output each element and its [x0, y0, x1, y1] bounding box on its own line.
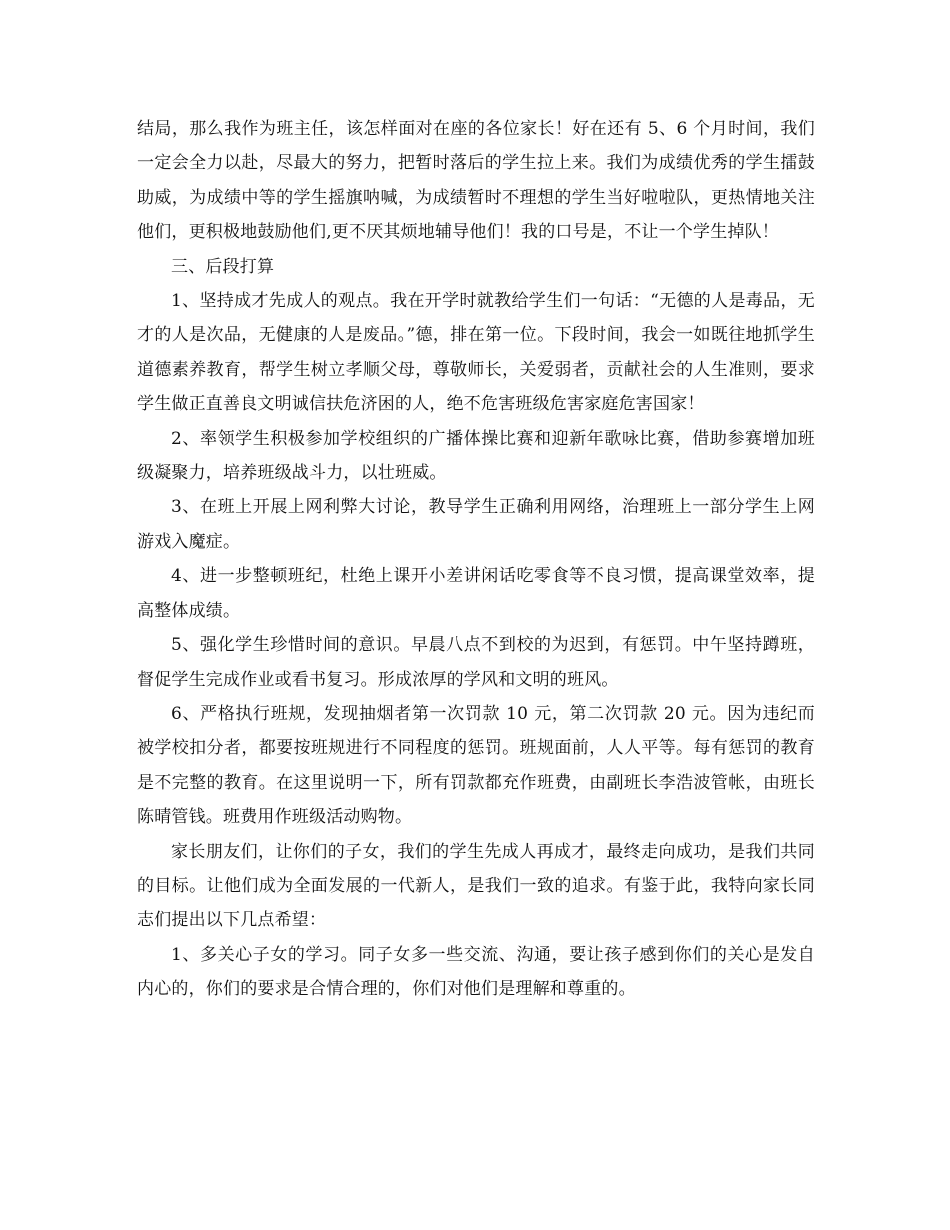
paragraph-hope-1: 1、多关心子女的学习。同子女多一些交流、沟通，要让孩子感到你们的关心是发自内心的，你们的要求是合情合理的，你们对他们是理解和尊重的。 — [137, 944, 815, 1000]
paragraph-plan-4: 4、进一步整顿班纪，杜绝上课开小差讲闲话吃零食等不良习惯，提高课堂效率，提高整体成绩。 — [137, 566, 815, 621]
paragraph-plan-1: 1、坚持成才先成人的观点。我在开学时就教给学生们一句话：“无德的人是毒品，无才的人是次品，无健康的人是废品。”德，排在第一位。下段时间，我会一如既往地抓学生道德素养教育，帮学生树立孝顺父母，尊敬师长，关爱弱者，贡献社会的人生准则，要求学生做正直善良文明诚信扶危济困的人，绝不危害班级危害家庭危害国家！ — [137, 291, 815, 415]
paragraph-plan-3: 3、在班上开展上网利弊大讨论，教导学生正确利用网络，治理班上一部分学生上网游戏入魔症。 — [137, 497, 815, 552]
paragraph-parents-address: 家长朋友们，让你们的子女，我们的学生先成人再成才，最终走向成功，是我们共同的目标。让他们成为全面发展的一代新人，是我们一致的追求。有鉴于此，我特向家长同志们提出以下几点希望： — [137, 841, 815, 931]
paragraph-plan-2: 2、率领学生积极参加学校组织的广播体操比赛和迎新年歌咏比赛，借助参赛增加班级凝聚力，培养班级战斗力，以壮班威。 — [137, 428, 815, 484]
paragraph-plan-5: 5、强化学生珍惜时间的意识。早晨八点不到校的为迟到，有惩罚。中午坚持蹲班，督促学生完成作业或看书复习。形成浓厚的学风和文明的班风。 — [137, 635, 815, 690]
paragraph-plan-6: 6、严格执行班规，发现抽烟者第一次罚款 10 元，第二次罚款 20 元。因为违纪而被学校扣分者，都要按班规进行不同程度的惩罚。班规面前，人人平等。每有惩罚的教育是不完整的教育。在这里说明一下，所有罚款都充作班费，由副班长李浩波管帐，由班长陈晴管钱。班费用作班级活动购物。 — [137, 703, 815, 828]
section-heading-later-plan: 三、后段打算 — [171, 256, 275, 277]
paragraph-intro-continuation: 结局，那么我作为班主任，该怎样面对在座的各位家长！好在还有 5、6 个月时间，我们一定会全力以赴，尽最大的努力，把暂时落后的学生拉上来。我们为成绩优秀的学生擂鼓助威，为成绩中等的学生摇旗呐喊，为成绩暂时不理想的学生当好啦啦队，更热情地关注他们，更积极地鼓励他们,更不厌其烦地辅导他们！我的口号是，不让一个学生掉队！ — [137, 119, 815, 243]
document-body — [137, 112, 815, 1007]
